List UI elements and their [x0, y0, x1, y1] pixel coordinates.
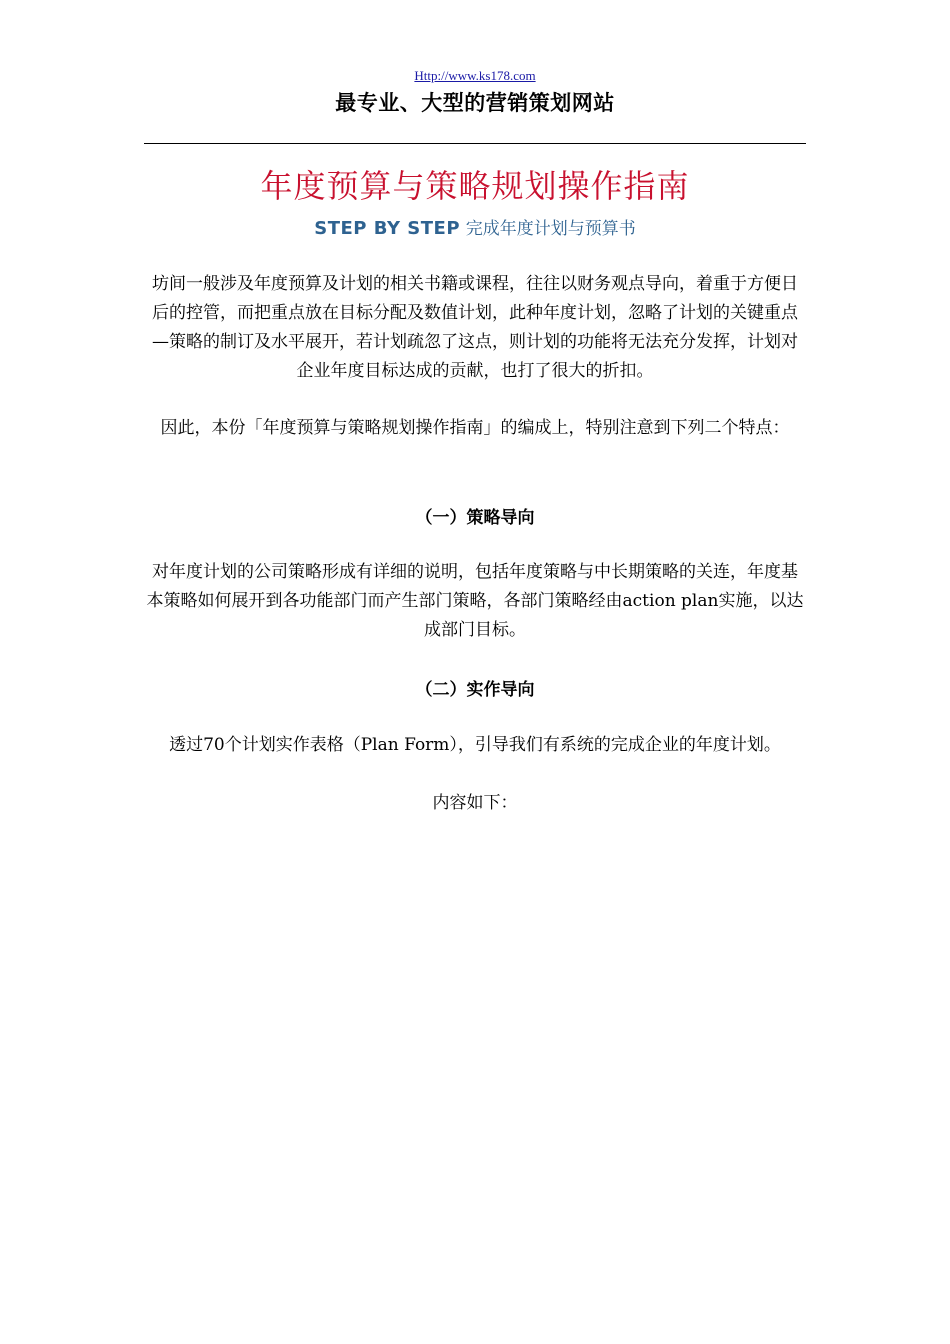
section-heading-practice: （二）实作导向	[415, 680, 535, 700]
document-title: 年度预算与策略规划操作指南	[260, 167, 690, 205]
document-subtitle	[0, 214, 950, 239]
subtitle-chinese: 完成年度计划与预算书	[465, 219, 636, 239]
site-link[interactable]: Http://www.ks178.com	[414, 68, 536, 83]
features-paragraph: 因此，本份「年度预算与策略规划操作指南」的编成上，特别注意到下列二个特点：	[160, 418, 790, 438]
contents-intro: 内容如下：	[432, 793, 518, 813]
section-text-strategy: 对年度计划的公司策略形成有详细的说明，包括年度策略与中长期策略的关连，年度基本策略如何展开到各功能部门而产生部门策略，各部门策略经由action plan实施，以达成部门目标。	[146, 562, 804, 640]
subtitle-english: STEP BY STEP	[314, 218, 461, 239]
section-text-practice: 透过70个计划实作表格（Plan Form），引导我们有系统的完成企业的年度计划。	[169, 735, 781, 755]
section-heading-strategy: （一）策略导向	[415, 508, 535, 528]
site-tagline: 最专业、大型的营销策划网站	[335, 91, 615, 115]
intro-paragraph: 坊间一般涉及年度预算及计划的相关书籍或课程，往往以财务观点导向，着重于方便日后的控管，而把重点放在目标分配及数值计划，此种年度计划，忽略了计划的关键重点—策略的制订及水平展开，若计划疏忽了这点，则计划的功能将无法充分发挥，计划对企业年度目标达成的贡献，也打了很大的折扣。	[152, 274, 798, 381]
header-divider	[144, 143, 806, 144]
